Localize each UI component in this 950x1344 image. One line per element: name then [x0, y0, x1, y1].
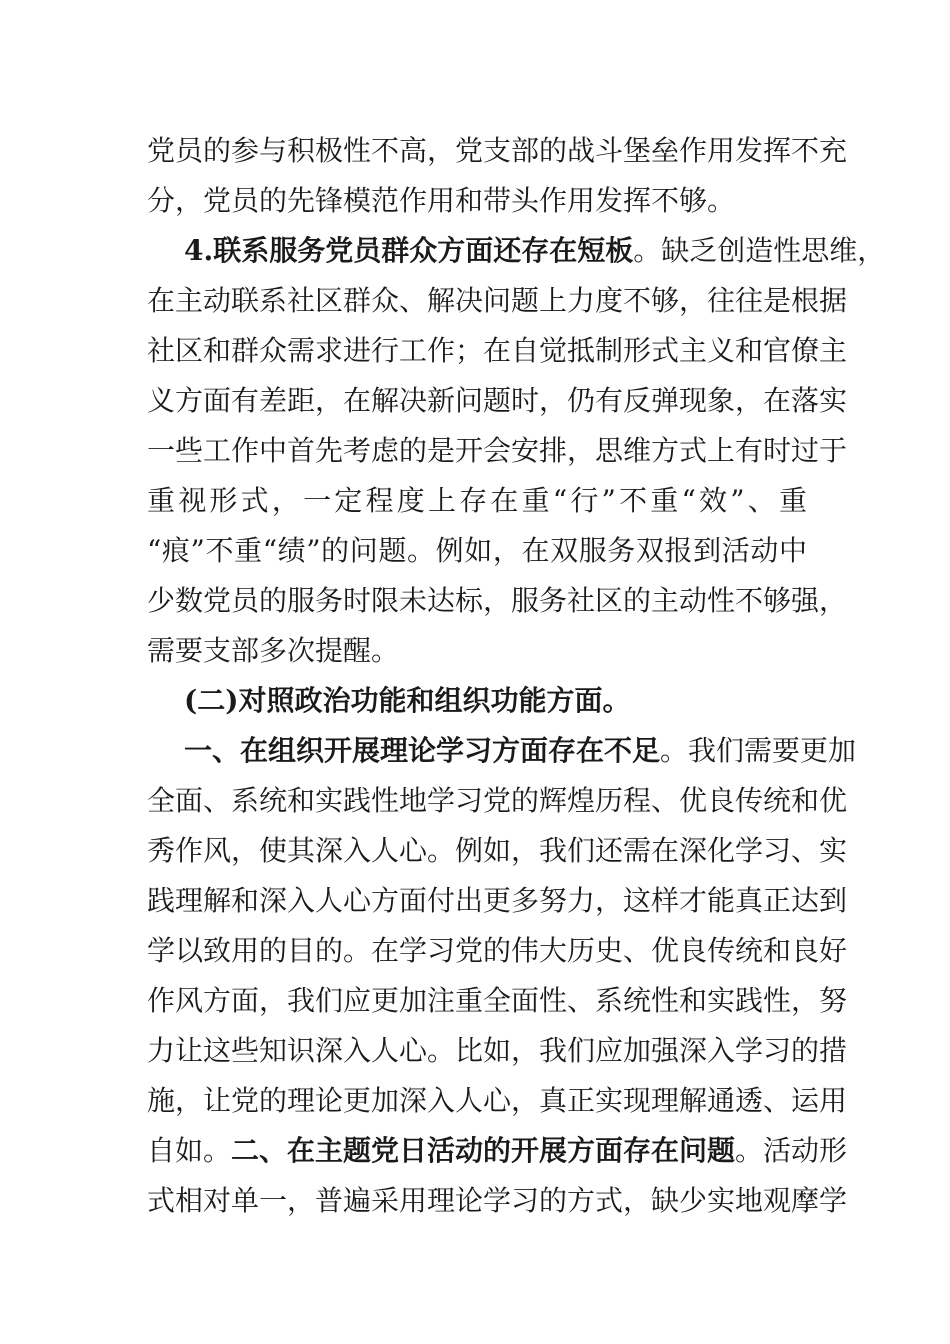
text-segment: 式相对单一，普遍采用理论学习的方式，缺少实地观摩学 [147, 1184, 848, 1217]
text-segment: 全面、系统和实践性地学习党的辉煌历程、优良传统和优 [147, 784, 848, 817]
paragraph-line [147, 981, 848, 1021]
text-segment: 党员的参与积极性不高，党支部的战斗堡垒作用发挥不充 [147, 134, 848, 167]
text-segment: 社区和群众需求进行工作；在自觉抵制形式主义和官僚主 [147, 334, 848, 367]
text-segment: 自如。 [147, 1134, 232, 1167]
paragraph-line [147, 131, 848, 171]
text-segment: 学以致用的目的。在学习党的伟大历史、优良传统和良好 [147, 934, 848, 967]
text-segment: 秀作风，使其深入人心。例如，我们还需在深化学习、实 [147, 834, 848, 867]
text-segment: 需要支部多次提醒。 [147, 634, 400, 667]
paragraph-line [147, 1131, 848, 1171]
section-heading-4: 4.联系服务党员群众方面还存在短板 [184, 234, 634, 267]
paragraph-line [147, 331, 848, 371]
section-heading-2: (二)对照政治功能和组织功能方面。 [184, 684, 631, 717]
text-segment: 少数党员的服务时限未达标，服务社区的主动性不够强， [147, 584, 848, 617]
paragraph-line [147, 1181, 848, 1221]
paragraph-line [147, 931, 848, 971]
text-segment: 力让这些知识深入人心。比如，我们应加强深入学习的措 [147, 1034, 848, 1067]
paragraph-line [147, 531, 807, 571]
paragraph-line [147, 381, 848, 421]
paragraph-line [147, 581, 848, 621]
paragraph-line [147, 431, 848, 471]
text-segment: 践理解和深入人心方面付出更多努力，这样才能真正达到 [147, 884, 848, 917]
text-segment: 义方面有差距，在解决新问题时，仍有反弹现象，在落实 [147, 384, 848, 417]
section-heading-line [184, 681, 824, 721]
text-segment: 重视形式，一定程度上存在重“行”不重“效”、重 [147, 484, 807, 517]
paragraph-line [147, 1081, 848, 1121]
paragraph-line [147, 881, 848, 921]
section-heading-line [184, 731, 857, 771]
paragraph-line [147, 1031, 848, 1071]
subsection-heading-1: 一、在组织开展理论学习方面存在不足 [184, 734, 661, 767]
text-segment: 。活动形 [735, 1134, 848, 1167]
paragraph-line [147, 281, 848, 321]
text-segment: 施，让党的理论更加深入人心，真正实现理解通透、运用 [147, 1084, 848, 1117]
paragraph-line [147, 831, 848, 871]
paragraph-line [147, 781, 848, 821]
paragraph-line [147, 181, 807, 221]
text-segment: 分，党员的先锋模范作用和带头作用发挥不够。 [147, 184, 736, 217]
subsection-heading-2: 二、在主题党日活动的开展方面存在问题 [231, 1134, 736, 1167]
text-segment: “痕”不重“绩”的问题。例如，在双服务双报到活动中 [147, 534, 807, 567]
section-heading-line [184, 231, 886, 271]
paragraph-line [147, 631, 807, 671]
text-segment: 作风方面，我们应更加注重全面性、系统性和实践性，努 [147, 984, 848, 1017]
paragraph-line [147, 481, 807, 521]
text-segment: 。我们需要更加 [660, 734, 857, 767]
text-segment: 在主动联系社区群众、解决问题上力度不够，往往是根据 [147, 284, 848, 317]
text-segment: 一些工作中首先考虑的是开会安排，思维方式上有时过于 [147, 434, 848, 467]
text-segment: 。缺乏创造性思维， [633, 234, 886, 267]
